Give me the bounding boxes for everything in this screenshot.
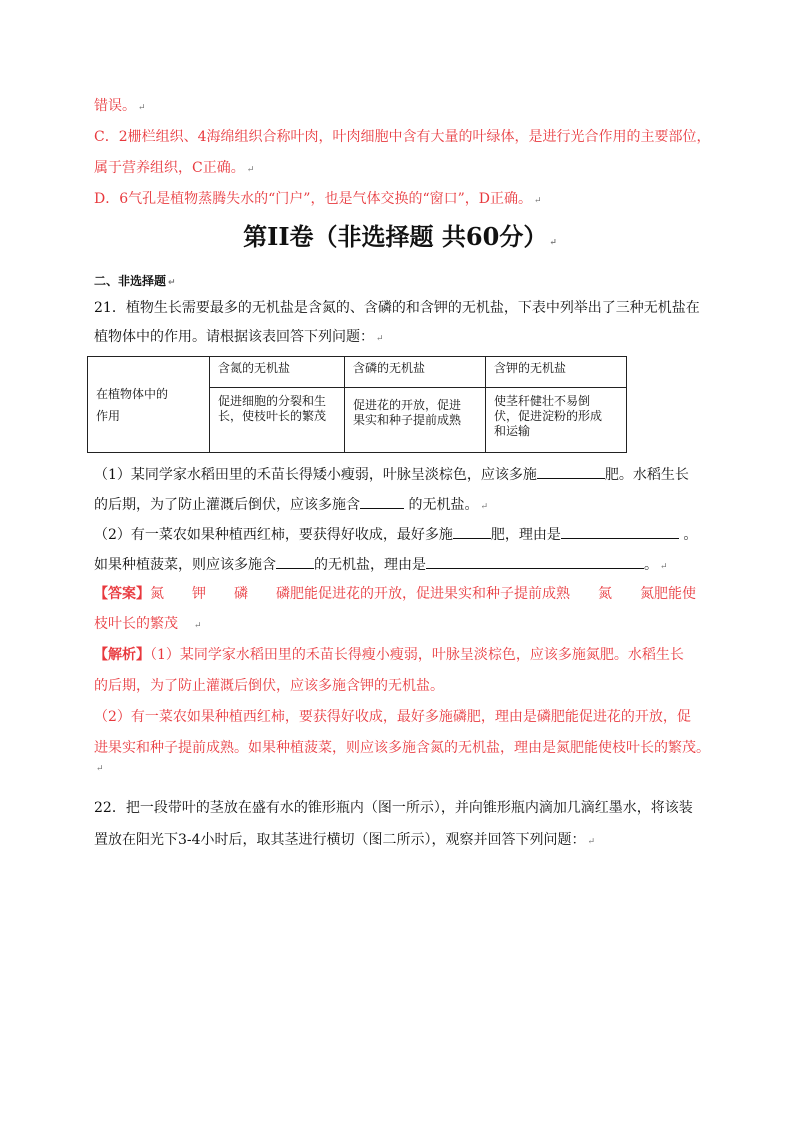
table-cell-phosphorus: 促进花的开放，促进果实和种子提前成熟 [345,388,486,453]
table-header-nitrogen: 含氮的无机盐 [210,357,345,388]
q21-analysis-line1: 【解析】（1）某同学家水稻田里的禾苗长得瘦小瘦弱，叶脉呈淡棕色，应该多施氮肥。水稻生长 [94,647,684,663]
q21-analysis-line4: 进果实和种子提前成熟。如果种植菠菜，则应该多施含氮的无机盐，理由是氮肥能使枝叶长的繁茂。 [94,740,710,756]
answer-blank-3[interactable] [453,524,491,539]
answer-blank-4[interactable] [561,524,679,539]
prev-answer-line-end: 错误。 ↵ [94,98,146,114]
q21-answer-line1: 【答案】氮 钾 磷 磷肥能促进花的开放，促进果实和种子提前成熟 氮 氮肥能使 [94,586,696,602]
answer-blank-6[interactable] [426,554,644,569]
q21-part2-line1: （2）有一菜农如果种植西红柿，要获得好收成，最好多施 肥，理由是 。 [94,524,697,545]
q21-part1-line1: （1）某同学家水稻田里的禾苗长得矮小瘦弱，叶脉呈淡棕色，应该多施 肥。水稻生长 [94,464,689,485]
answer-blank-1[interactable] [537,464,605,479]
answer-blank-2[interactable] [360,494,404,509]
mineral-salt-table [87,356,627,453]
q22-line2: 置放在阳光下3-4小时后，取其茎进行横切（图二所示），观察并回答下列问题： ↵ [94,832,596,848]
q21-part1-line2: 的后期，为了防止灌溉后倒伏，应该多施含 的无机盐。 ↵ [94,494,488,517]
prev-answer-c-line1: C．2栅栏组织、4海绵组织合称叶肉，叶肉细胞中含有大量的叶绿体，是进行光合作用的主要部位， [94,129,711,145]
prev-answer-d-line: D．6气孔是植物蒸腾失水的“门户”，也是气体交换的“窗口”，D正确。 ↵ [94,191,542,207]
q21-stem-line1: 21．植物生长需要最多的无机盐是含氮的、含磷的和含钾的无机盐，下表中列举出了三种无机盐在 [94,300,700,316]
table-header-phosphorus: 含磷的无机盐 [345,357,486,388]
prev-answer-c-line2: 属于营养组织，C正确。 ↵ [94,160,255,176]
q21-part2-line2: 如果种植菠菜，则应该多施含 的无机盐，理由是 。 ↵ [94,554,668,577]
answer-blank-5[interactable] [276,554,314,569]
q22-line1: 22．把一段带叶的茎放在盛有水的锥形瓶内（图一所示），并向锥形瓶内滴加几滴红墨水，将该装 [94,800,693,816]
section-title: 第II卷（非选择题 共60分） ↵ [243,222,557,251]
q21-answer-line2: 枝叶长的繁茂 ↵ [94,616,202,632]
q21-analysis-line3: （2）有一菜农如果种植西红柿，要获得好收成，最好多施磷肥，理由是磷肥能促进花的开放，促 [94,709,691,725]
table-row-header: 在植物体中的作用 [88,357,210,453]
table-header-potassium: 含钾的无机盐 [486,357,627,388]
table-cell-potassium: 使茎秆健壮不易倒伏，促进淀粉的形成和运输 [486,388,627,453]
section-label: 二、非选择题 ↵ [94,274,176,288]
q21-stem-line2: 植物体中的作用。请根据该表回答下列问题： ↵ [94,329,384,345]
paragraph-mark: ↵ [96,764,104,774]
table-cell-nitrogen: 促进细胞的分裂和生长，使枝叶长的繁茂 [210,388,345,453]
q21-analysis-line2: 的后期，为了防止灌溉后倒伏，应该多施含钾的无机盐。 [94,678,444,694]
